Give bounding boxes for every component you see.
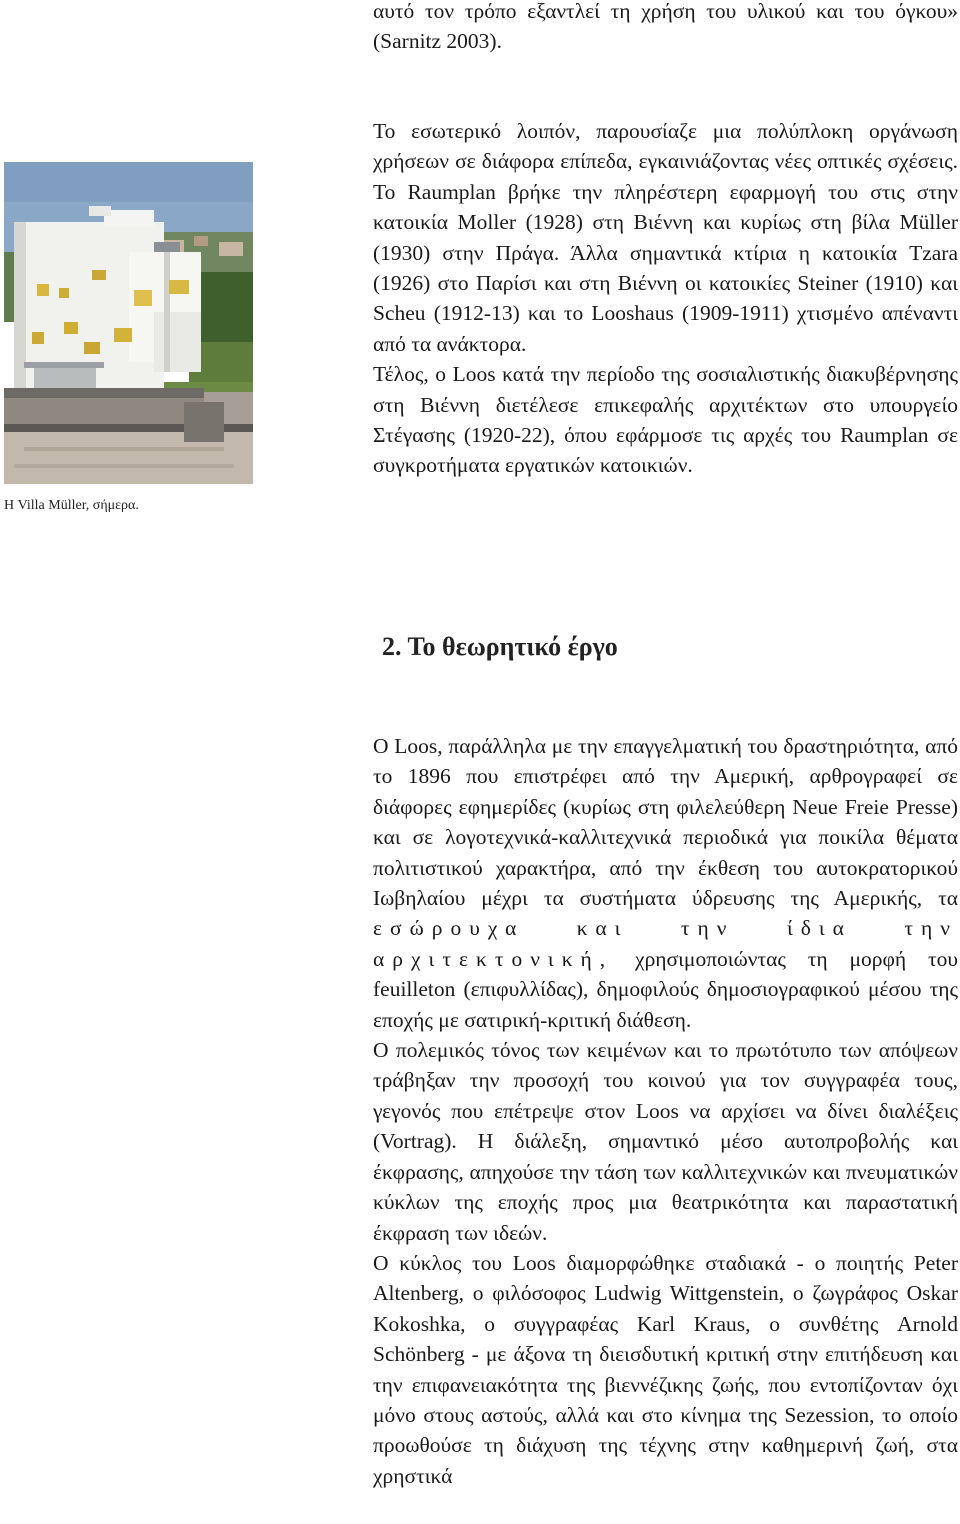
paragraph: αυτό τον τρόπο εξαντλεί τη χρήση του υλικού και του όγκου» (Sarnitz 2003). — [373, 0, 958, 54]
paragraph: Ο κύκλος του Loos διαμορφώθηκε σταδιακά - ο ποιητής Peter Altenberg, ο φιλόσοφος Ludwig Wittgenstein, ο ζωγράφος Oskar Kokoshka, ο συγγραφέας Karl Kraus, ο συνθέτης Arnold Schönberg - με άξονα τη διεισδυτική κριτική στην επιτήδευση και την επιφανειακότητα της βιεννέζικης ζωής, που εντοπίζονταν όχι μόνο στους αστούς, αλλά και στο κίνημα της Sezession, το οποίο προωθούσε τη διάχυση της τέχνης στην καθημερινή ζωή, στα χρηστικά — [373, 1250, 958, 1488]
text-block-main — [373, 731, 958, 1491]
paragraph: Τέλος, ο Loos κατά την περίοδο της σοσιαλιστικής διακυβέρνησης στη Βιέννη διετέλεσε επικεφαλής αρχιτέκτων στο υπουργείο Στέγασης (1920-22), όπου εφάρμοσε τις αρχές του Raumplan σε συγκροτήματα εργατικών κατοικιών. — [373, 362, 958, 478]
photo-caption: Η Villa Müller, σήμερα. — [4, 498, 139, 513]
paragraph: Ο πολεμικός τόνος των κειμένων και το πρωτότυπο των απόψεων τράβηξαν την προσοχή του κοινού για τον συγγραφέα τους, γεγονός που επέτρεψε στον Loos να αρχίσει να δίνει διαλέξεις (Vortrag). Η διάλεξη, σημαντικό μέσο αυτοπροβολής και έκφρασης, απηχούσε την τάση των καλλιτεχνικών και πνευματικών κύκλων της εποχής προς μια θεατρικότητα και παραστατική έκφραση των ιδεών. — [373, 1038, 958, 1245]
villa-muller-photo — [4, 162, 253, 484]
text-block-top — [373, 0, 958, 57]
text-block-mid — [373, 116, 958, 481]
paragraph-part: εσώρουχα και την ίδια την αρχιτεκτονική, — [373, 916, 958, 971]
paragraph-part: χρησιμοποιώντας τη μορφή του feuilleton (επιφυλλίδας), δημοφιλούς δημοσιογραφικού μέσου της εποχής με σατιρική-κριτική διάθεση. — [373, 946, 958, 1032]
section-heading: 2. Το θεωρητικό έργο — [382, 632, 618, 661]
paragraph-part: Ο Loos, παράλληλα με την επαγγελματική του δραστηριότητα, από το 1896 που επιστρέφει από την Αμερική, αρθρογραφεί σε διάφορες εφημερίδες (κυρίως στη φιλελεύθερη Neue Freie Presse) και σε λογοτεχνικά-καλλιτεχνικά περιοδικά για ποικίλα θέματα πολιτιστικού χαρακτήρα, από την έκθεση του αυτοκρατορικού Ιωβηλαίου μέχρι τα συστήματα ύδρευσης της Αμερικής, τα — [373, 734, 958, 911]
sidebar-figure — [4, 162, 256, 514]
paragraph — [373, 731, 958, 1035]
paragraph: Το εσωτερικό λοιπόν, παρουσίαζε μια πολύπλοκη οργάνωση χρήσεων σε διάφορα επίπεδα, εγκαινιάζοντας νέες οπτικές σχέσεις. Το Raumplan βρήκε την πληρέστερη εφαρμογή του στις στην κατοικία Moller (1928) στη Βιέννη και κυρίως στη βίλα Müller (1930) στην Πράγα. Άλλα σημαντικά κτίρια η κατοικία Tzara (1926) στο Παρίσι και στη Βιέννη οι κατοικίες Steiner (1910) και Scheu (1912-13) και το Looshaus (1909-1911) χτισμένο απέναντι από τα ανάκτορα. — [373, 119, 958, 356]
